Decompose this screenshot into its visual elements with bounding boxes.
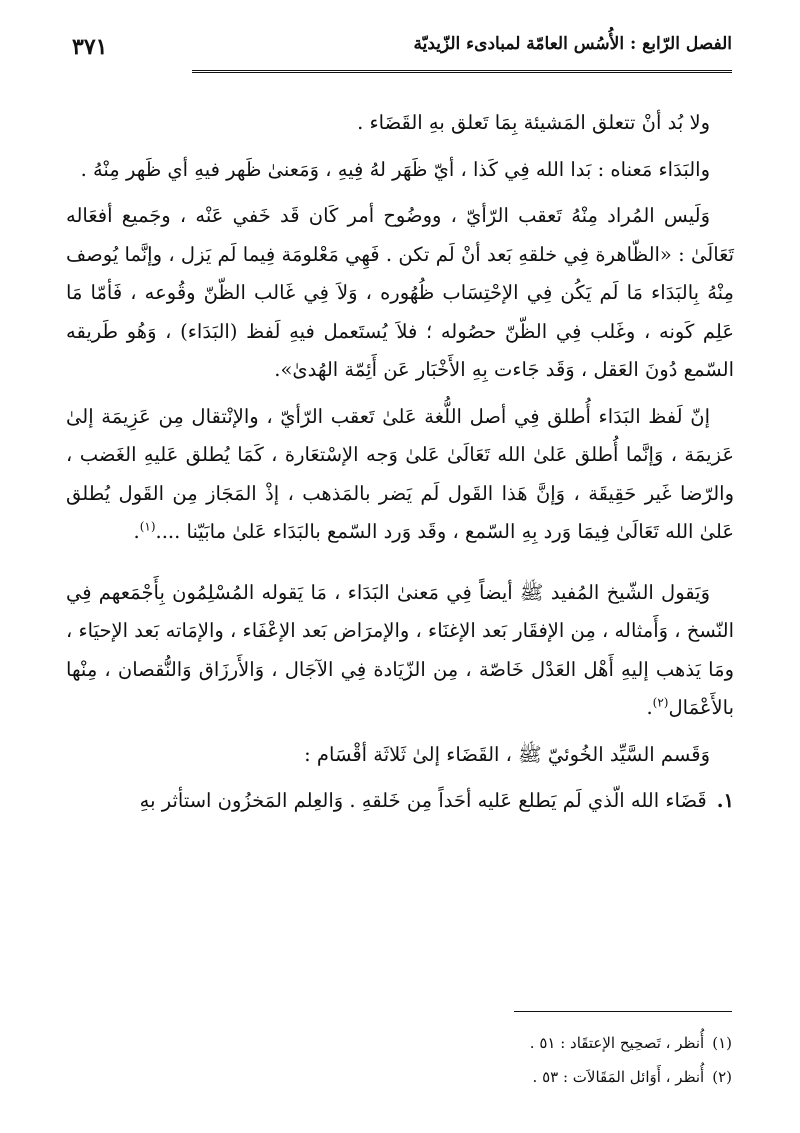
footnote-text: أُنظر ، أَوَائل المَقَالاَت : ٥٣ . (532, 1068, 705, 1086)
running-header (72, 30, 732, 74)
footnote-number: (١) (712, 1034, 732, 1052)
footnote-separator (514, 1011, 732, 1012)
footnote-reference: (٢) (652, 695, 669, 710)
paragraph (66, 197, 734, 390)
footnote-text: أُنظر ، تَصحِيح الإعتقَاد : ٥١ . (529, 1034, 705, 1052)
footnotes (300, 1026, 732, 1094)
paragraph (66, 151, 734, 190)
header-rule (192, 70, 732, 73)
paragraph: إنّ لَفظ البَدَاء أُطلق فِي أصل اللُّغة عَلىٰ تَعقب الرّأيّ ، والإنْتقال مِن عَزِيمَة إلىٰ عَزيمَة ، وَإنَّما أُطلق عَلىٰ الله تَعَالَىٰ عَلىٰ وَجه الإسْتعَارة ، كَمَا يُطلق عَليهِ الغَضب ، والرّضا غَير حَقِيقَة ، وَإنَّ هَذا القَول لَم يَضر بالمَذهب ، إذْ المَجَاز مِن القَول يُطلق عَلىٰ الله تَعَالَىٰ فِيمَا وَرد بِهِ السّمع ، وقَد وَرد السّمع بالبَدَاء عَلىٰ مابَيّنا ....$^{(١)}$. (66, 404, 734, 543)
chapter-title: الفصل الرّابع : الأُسُس العامّة لمبادىء الزّيديّة (413, 34, 732, 54)
paragraph (66, 104, 734, 143)
footnote-number: (٢) (712, 1068, 732, 1086)
paragraph-text: إنّ لَفظ البَدَاء أُطلق فِي أصل اللُّغة عَلىٰ تَعقب الرّأيّ ، والإنْتقال مِن عَزِيمَة إلىٰ عَزيمَة ، وَإنَّما أُطلق عَلىٰ الله تَعَالَىٰ عَلىٰ وَجه الإسْتعَارة ، كَمَا يُطلق عَليهِ الغَضب ، والرّضا غَير حَقِيقَة ، وَإنَّ هَذا القَول لَم يَضر بالمَذهب ، إذْ المَجَاز مِن القَول يُطلق عَلىٰ الله تَعَالَىٰ فِيمَا وَرد بِهِ السّمع ، وقَد وَرد السّمع بالبَدَاء عَلىٰ مابَيّنا .... (66, 404, 734, 543)
footnote-reference: (١) (139, 519, 156, 534)
list-item (66, 782, 734, 821)
list-number: ١. (716, 789, 734, 812)
page-number: ٣٧١ (72, 34, 108, 60)
paragraph-text: ولا بُد أنْ تتعلق المَشيئة بِمَا تَعلق بهِ القَضَاء . (357, 111, 710, 134)
list-item-text: قَضَاء الله الّذي لَم يَطلع عَليه أحَداً مِن خَلقهِ . وَالعِلم المَخزُون استأثر بهِ (139, 789, 707, 812)
paragraph-text: والبَدَاء مَعناه : بَدا الله فِي كَذا ، أيّ ظَهَر لهُ فِيهِ ، وَمَعنىٰ ظَهر فيهِ أي ظَهر مِنْهُ . (80, 157, 710, 181)
paragraph: وَيَقول الشّيخ المُفيد ﷺ أيضاً فِي مَعنىٰ البَدَاء ، مَا يَقوله المُسْلِمُون بِأَجْمَعهم فِي النّسخ ، وَأَمثاله ، مِن الإفقَار بَعد الإغنَاء ، والإمرَاض بَعد الإعْفَاء ، والإمَاته بَعد الإحيَاء ، ومَا يَذهب إليهِ أَهْل العَدْل خَاصّة ، مِن الزّيَادة فِي الآجَال ، وَالأَرزَاق وَالنُّقصان ، مِنْها بالأَعْمَال$^{(٢)}$. (66, 580, 734, 719)
paragraph-text: وَلَيس المُراد مِنْهُ تَعقب الرّأيّ ، ووضُوح أمر كَان قَد خَفي عَنْه ، وجَميع أفعَاله تَعَالَىٰ : «الظّاهرة فِي خلقهِ بَعد أنْ لَم تكن . فَهِي مَعْلومَة فِيما لَم يَزل ، وإنَّما يُوصف مِنْهُ بِالبَدَاء مَا لَم يَكُن فِي الإحْتِسَاب ظُهُوره ، وَلاَ فِي غَالب الظّنّ وقُوعه ، فَأمّا مَا عَلِم كَونه ، وغَلب فِي الظّنّ حصُوله ؛ فلاَ يُستَعمل فيهِ لَفظ (البَدَاء) ، وَهُو طَريقه السّمع دُونَ العَقل ، وَقَد جَاءت بِهِ الأَخْبَار عَن أَئِمّة الهُدىٰ». (66, 204, 734, 381)
paragraph (66, 736, 734, 775)
main-text (66, 104, 734, 829)
paragraph-text: وَقَسم السَّيِّد الخُوئيّ ﷺ ، القَضَاء إلىٰ ثَلاثَة أقْسَام : (304, 742, 710, 766)
footnote (300, 1060, 732, 1094)
footnote (300, 1026, 732, 1060)
paragraph-text: وَيَقول الشّيخ المُفيد ﷺ أيضاً فِي مَعنىٰ البَدَاء ، مَا يَقوله المُسْلِمُون بِأَجْمَعهم فِي النّسخ ، وَأَمثاله ، مِن الإفقَار بَعد الإغنَاء ، والإمرَاض بَعد الإعْفَاء ، والإمَاته بَعد الإحيَاء ، ومَا يَذهب إليهِ أَهْل العَدْل خَاصّة ، مِن الزّيَادة فِي الآجَال ، وَالأَرزَاق وَالنُّقصان ، مِنْها بالأَعْمَال (66, 580, 734, 719)
